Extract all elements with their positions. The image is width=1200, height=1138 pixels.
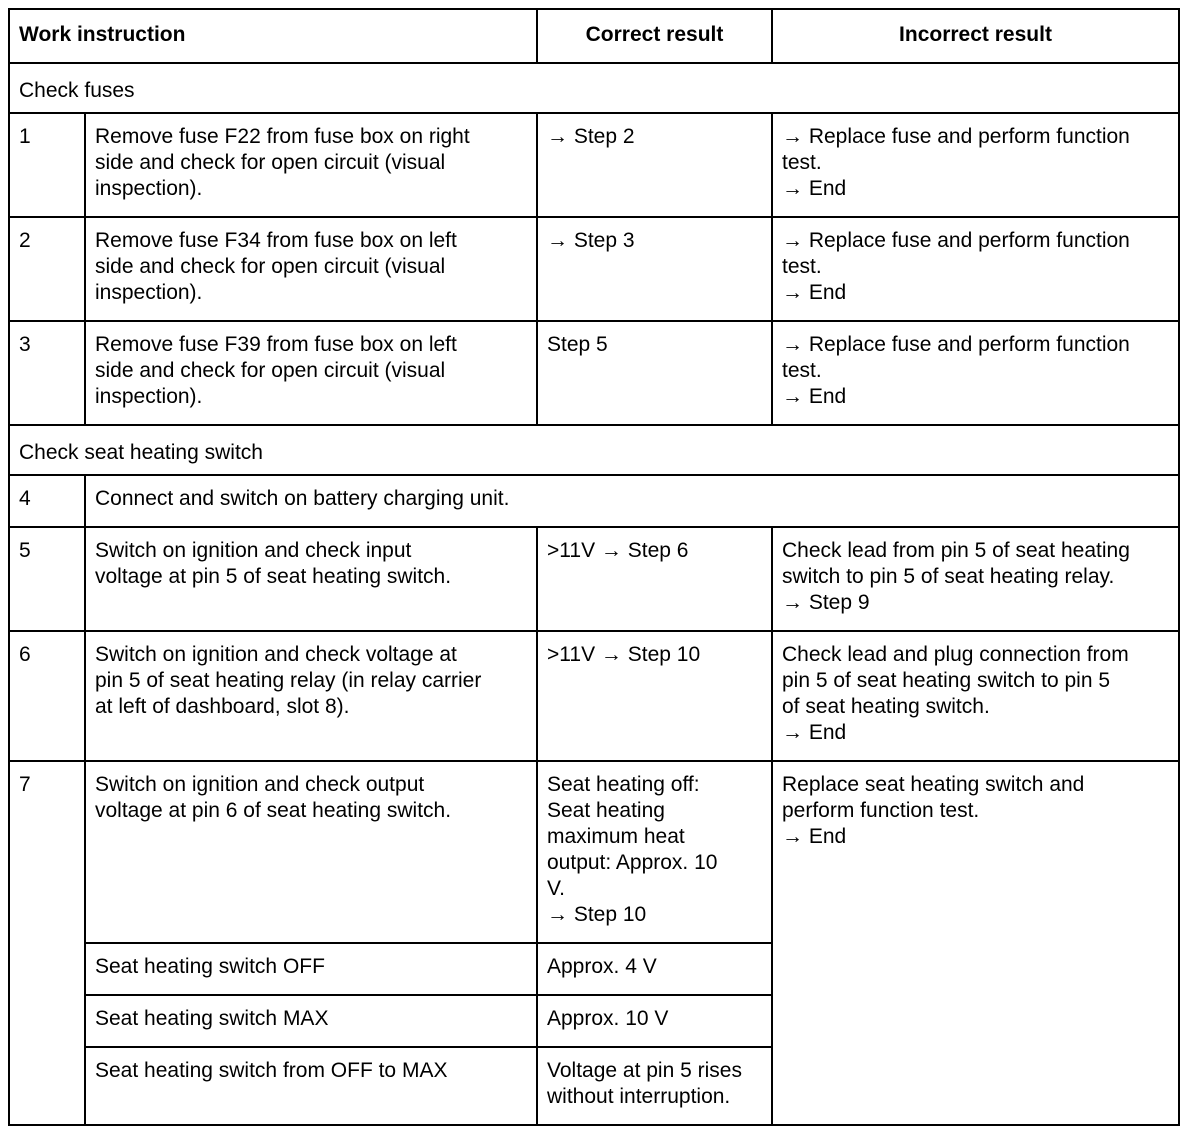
- step-number: 3: [9, 321, 85, 425]
- work-instruction-cell: Seat heating switch from OFF to MAX: [85, 1047, 537, 1125]
- work-instruction-cell: Seat heating switch MAX: [85, 995, 537, 1047]
- correct-result-cell: [537, 1047, 772, 1125]
- work-instruction-cell: [85, 475, 1179, 527]
- correct-line: output: Approx. 10: [547, 851, 718, 874]
- work-instruction-cell: [85, 527, 537, 631]
- correct-line: Seat heating: [547, 799, 665, 822]
- incorrect-line: Replace seat heating switch and: [782, 773, 1085, 796]
- incorrect-line: → Step 9: [782, 591, 870, 614]
- instruction-line: Remove fuse F34 from fuse box on left: [95, 229, 457, 252]
- table-row: [9, 321, 1179, 425]
- incorrect-line: pin 5 of seat heating switch to pin 5: [782, 669, 1111, 692]
- step-number: 5: [9, 527, 85, 631]
- correct-result-cell: [537, 631, 772, 761]
- incorrect-line: → End: [782, 385, 847, 408]
- incorrect-line: → End: [782, 825, 847, 848]
- table-row: [9, 527, 1179, 631]
- incorrect-line: test.: [782, 151, 822, 174]
- instruction-line: side and check for open circuit (visual: [95, 151, 446, 174]
- correct-line: >11V → Step 10: [547, 643, 701, 666]
- instruction-line: Remove fuse F39 from fuse box on left: [95, 333, 457, 356]
- instruction-line: Switch on ignition and check output: [95, 773, 425, 796]
- work-instruction-cell: [85, 113, 537, 217]
- header-incorrect-result: Incorrect result: [772, 9, 1179, 63]
- incorrect-line: test.: [782, 255, 822, 278]
- incorrect-result-cell: [772, 113, 1179, 217]
- correct-line: Seat heating off:: [547, 773, 700, 796]
- correct-result-cell: Approx. 10 V: [537, 995, 772, 1047]
- instruction-line: side and check for open circuit (visual: [95, 255, 446, 278]
- step-number: 6: [9, 631, 85, 761]
- section-row: [9, 63, 1179, 113]
- instruction-line: pin 5 of seat heating relay (in relay carrier: [95, 669, 482, 692]
- instruction-line: voltage at pin 6 of seat heating switch.: [95, 799, 452, 822]
- incorrect-result-cell: [772, 631, 1179, 761]
- instruction-line: inspection).: [95, 385, 203, 408]
- section-check-seat-heating-switch: Check seat heating switch: [9, 425, 1179, 475]
- correct-line: without interruption.: [547, 1085, 731, 1108]
- instruction-line: Remove fuse F22 from fuse box on right: [95, 125, 470, 148]
- diagnostic-table: [8, 8, 1180, 1126]
- step-number: 2: [9, 217, 85, 321]
- incorrect-line: of seat heating switch.: [782, 695, 990, 718]
- table-row: [9, 113, 1179, 217]
- header-correct-result: Correct result: [537, 9, 772, 63]
- diagnostic-table-container: [8, 8, 1180, 1126]
- correct-line: maximum heat: [547, 825, 685, 848]
- table-row: [9, 475, 1179, 527]
- instruction-line: Switch on ignition and check input: [95, 539, 412, 562]
- work-instruction-cell: [85, 761, 537, 943]
- correct-line: V.: [547, 877, 565, 900]
- incorrect-line: → Replace fuse and perform function: [782, 229, 1130, 252]
- section-check-fuses: Check fuses: [9, 63, 1179, 113]
- instruction-line: side and check for open circuit (visual: [95, 359, 446, 382]
- work-instruction-cell: [85, 217, 537, 321]
- incorrect-line: test.: [782, 359, 822, 382]
- incorrect-line: Check lead and plug connection from: [782, 643, 1129, 666]
- table-row: [9, 631, 1179, 761]
- step-number: 4: [9, 475, 85, 527]
- correct-result-cell: [537, 761, 772, 943]
- correct-result-cell: [537, 113, 772, 217]
- incorrect-result-cell: [772, 217, 1179, 321]
- incorrect-line: Check lead from pin 5 of seat heating: [782, 539, 1130, 562]
- header-work-instruction: Work instruction: [9, 9, 537, 63]
- incorrect-line: → End: [782, 721, 847, 744]
- correct-line: → Step 3: [547, 229, 635, 252]
- instruction-line: inspection).: [95, 281, 203, 304]
- instruction-line: voltage at pin 5 of seat heating switch.: [95, 565, 452, 588]
- correct-line: >11V → Step 6: [547, 539, 689, 562]
- table-row: [9, 761, 1179, 943]
- correct-line: → Step 2: [547, 125, 635, 148]
- instruction-line: Switch on ignition and check voltage at: [95, 643, 457, 666]
- incorrect-line: → End: [782, 281, 847, 304]
- work-instruction-cell: [85, 631, 537, 761]
- work-instruction-cell: Seat heating switch OFF: [85, 943, 537, 995]
- correct-result-cell: [537, 321, 772, 425]
- incorrect-result-cell: [772, 321, 1179, 425]
- header-row: [9, 9, 1179, 63]
- incorrect-line: → Replace fuse and perform function: [782, 333, 1130, 356]
- incorrect-result-cell: [772, 527, 1179, 631]
- correct-line: Step 5: [547, 333, 608, 356]
- instruction-line: at left of dashboard, slot 8).: [95, 695, 350, 718]
- incorrect-result-cell: [772, 761, 1179, 1125]
- correct-result-cell: [537, 217, 772, 321]
- incorrect-line: → Replace fuse and perform function: [782, 125, 1130, 148]
- correct-line: Voltage at pin 5 rises: [547, 1059, 742, 1082]
- step-number: 1: [9, 113, 85, 217]
- step-number: 7: [9, 761, 85, 1125]
- work-instruction-cell: [85, 321, 537, 425]
- incorrect-line: perform function test.: [782, 799, 980, 822]
- correct-line: → Step 10: [547, 903, 647, 926]
- table-row: [9, 217, 1179, 321]
- correct-result-cell: [537, 527, 772, 631]
- incorrect-line: → End: [782, 177, 847, 200]
- instruction-line: Connect and switch on battery charging unit.: [95, 487, 510, 510]
- section-row: [9, 425, 1179, 475]
- instruction-line: inspection).: [95, 177, 203, 200]
- correct-result-cell: Approx. 4 V: [537, 943, 772, 995]
- incorrect-line: switch to pin 5 of seat heating relay.: [782, 565, 1115, 588]
